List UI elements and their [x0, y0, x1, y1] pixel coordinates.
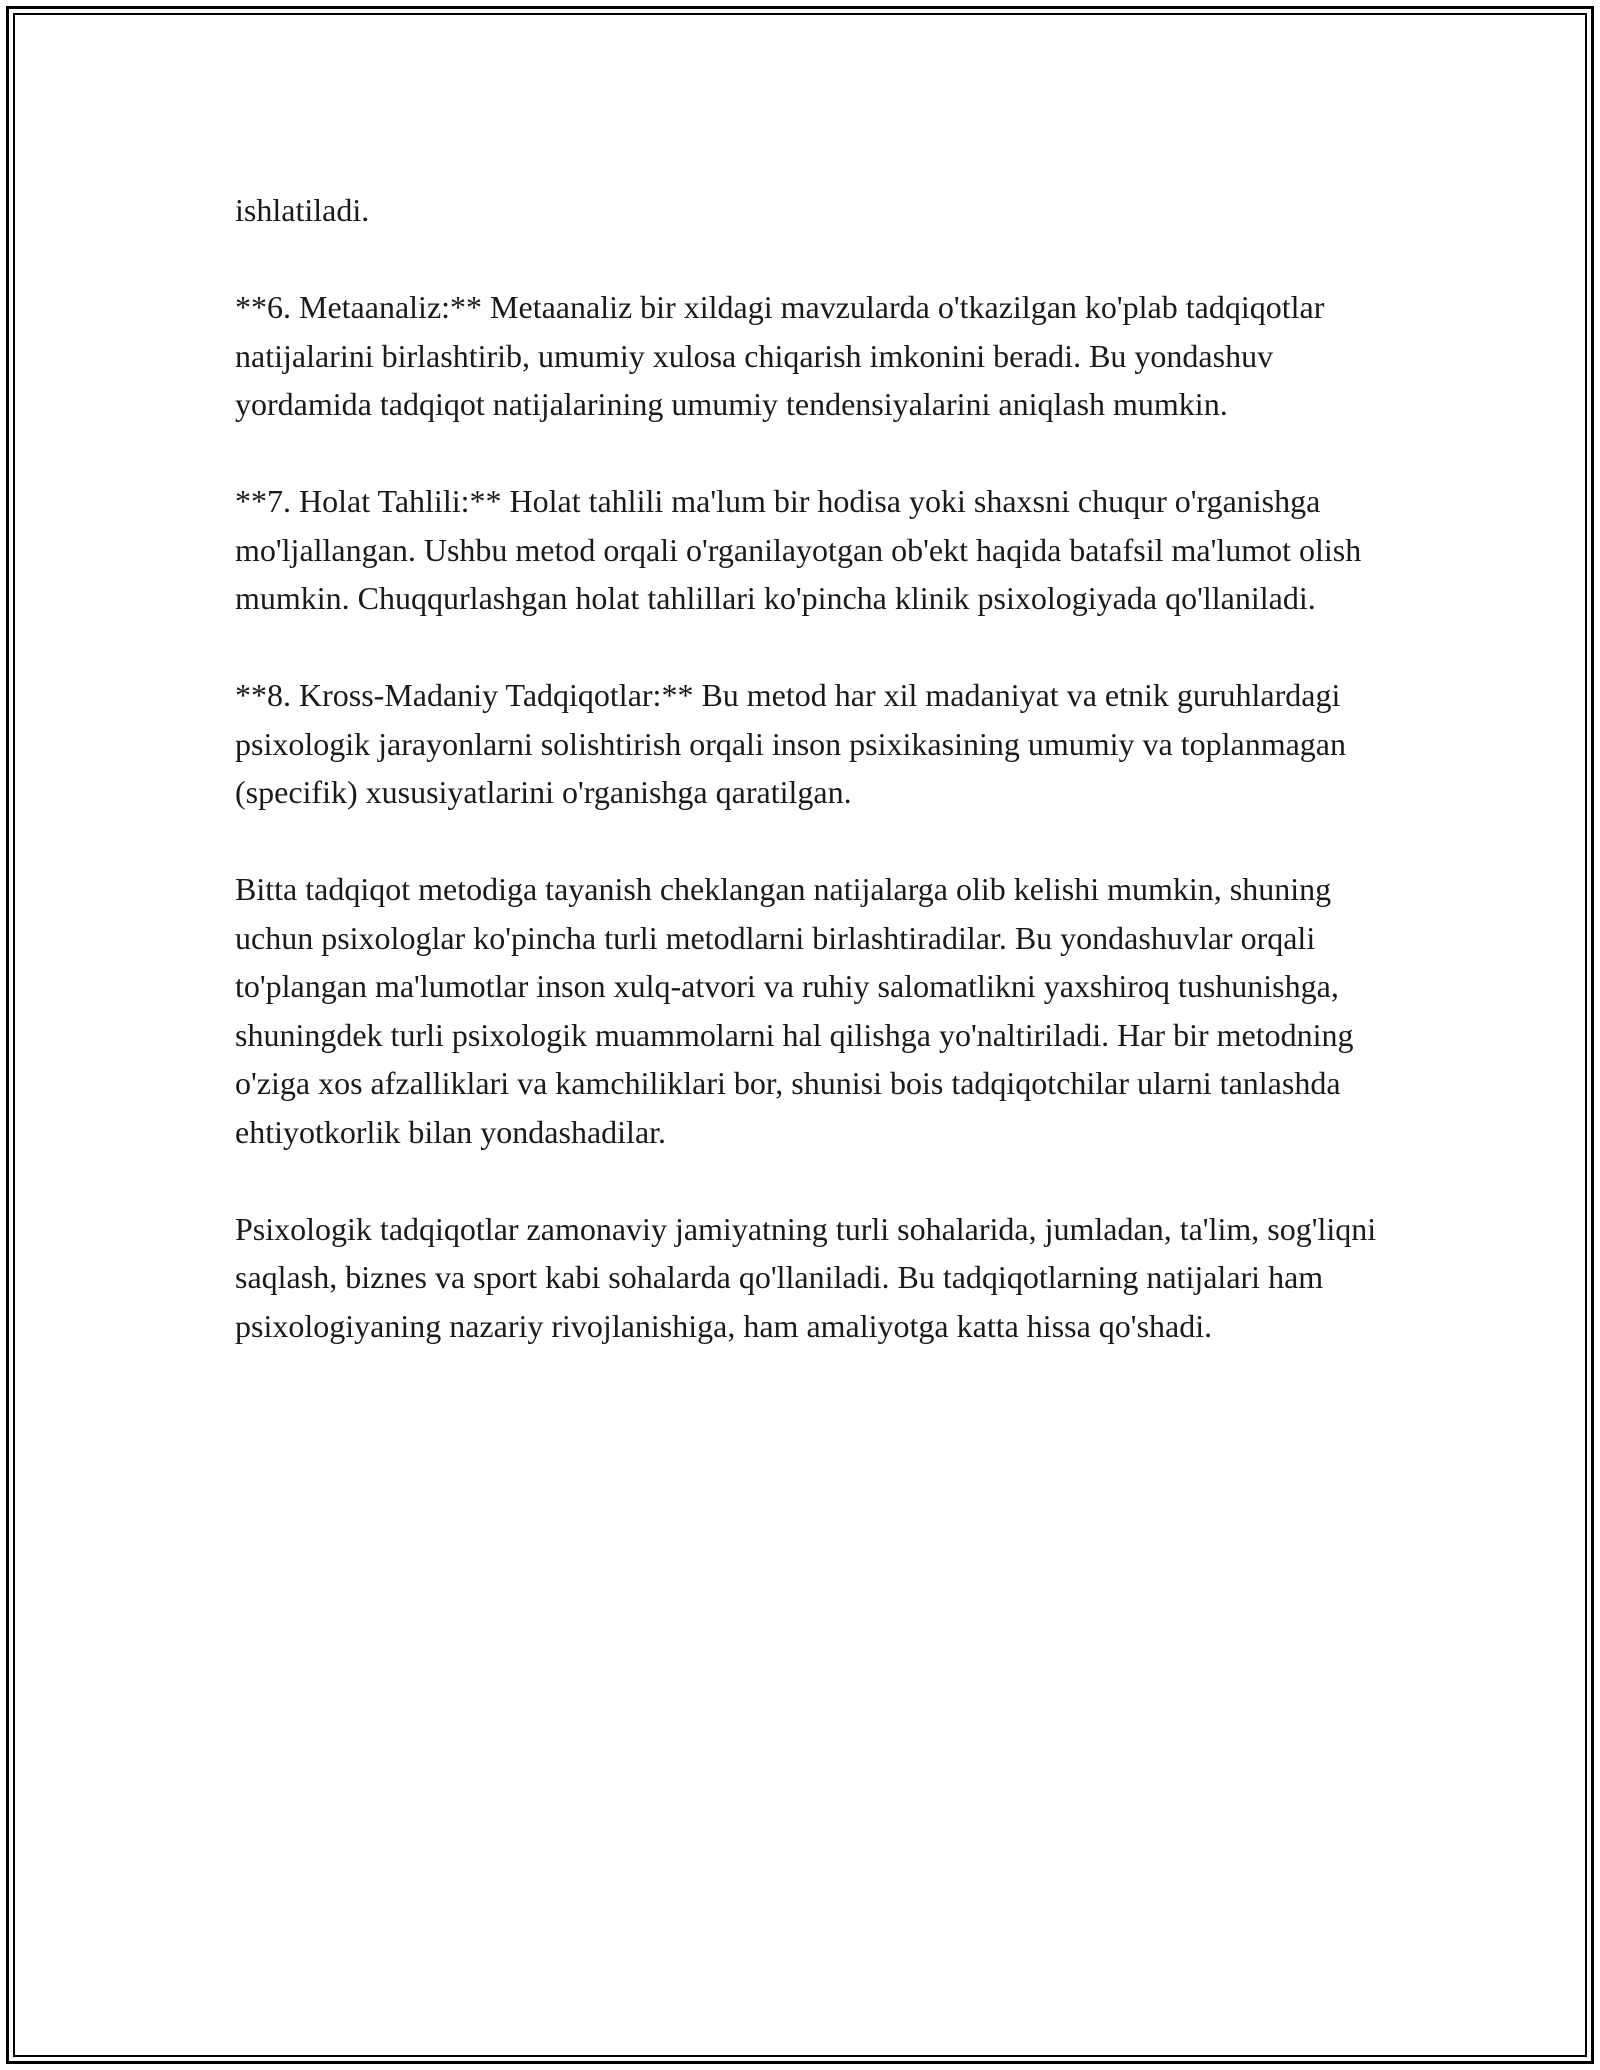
- paragraph-holat-tahlili: **7. Holat Tahlili:** Holat tahlili ma'lum bir hodisa yoki shaxsni chuqur o'rganishga mo'ljallangan. Ushbu metod orqali o'rganilayotgan ob'ekt haqida batafsil ma'lumot olish mumkin. Chuqqurlashgan holat tahlillari ko'pincha klinik psixologiyada qo'llaniladi.: [235, 483, 1362, 616]
- paragraph-continuation: ishlatiladi.: [235, 192, 370, 228]
- paragraph-methods-summary: Bitta tadqiqot metodiga tayanish cheklangan natijalarga olib kelishi mumkin, shuning uchun psixologlar ko'pincha turli metodlarni birlashtiradilar. Bu yondashuvlar orqali to'plangan ma'lumotlar inson xulq-atvori va ruhiy salomatlikni yaxshiroq tushunishga, shuningdek turli psixologik muammolarni hal qilishga yo'naltiriladi. Har bir metodning o'ziga xos afzalliklari va kamchiliklari bor, shunisi bois tadqiqotchilar ularni tanlashda ehtiyotkorlik bilan yondashadilar.: [235, 871, 1354, 1150]
- document-body: [235, 186, 1385, 1399]
- paragraph-kross-madaniy: **8. Kross-Madaniy Tadqiqotlar:** Bu metod har xil madaniyat va etnik guruhlardagi psixologik jarayonlarni solishtirish orqali inson psixikasining umumiy va toplanmagan (specifik) xususiyatlarini o'rganishga qaratilgan.: [235, 677, 1346, 810]
- paragraph-metaanaliz: **6. Metaanaliz:** Metaanaliz bir xildagi mavzularda o'tkazilgan ko'plab tadqiqotlar natijalarini birlashtirib, umumiy xulosa chiqarish imkonini beradi. Bu yondashuv yordamida tadqiqot natijalarining umumiy tendensiyalarini aniqlash mumkin.: [235, 289, 1325, 422]
- paragraph-applications: Psixologik tadqiqotlar zamonaviy jamiyatning turli sohalarida, jumladan, ta'lim, sog'liqni saqlash, biznes va sport kabi sohalarda qo'llaniladi. Bu tadqiqotlarning natijalari ham psixologiyaning nazariy rivojlanishiga, ham amaliyotga katta hissa qo'shadi.: [235, 1210, 1377, 1344]
